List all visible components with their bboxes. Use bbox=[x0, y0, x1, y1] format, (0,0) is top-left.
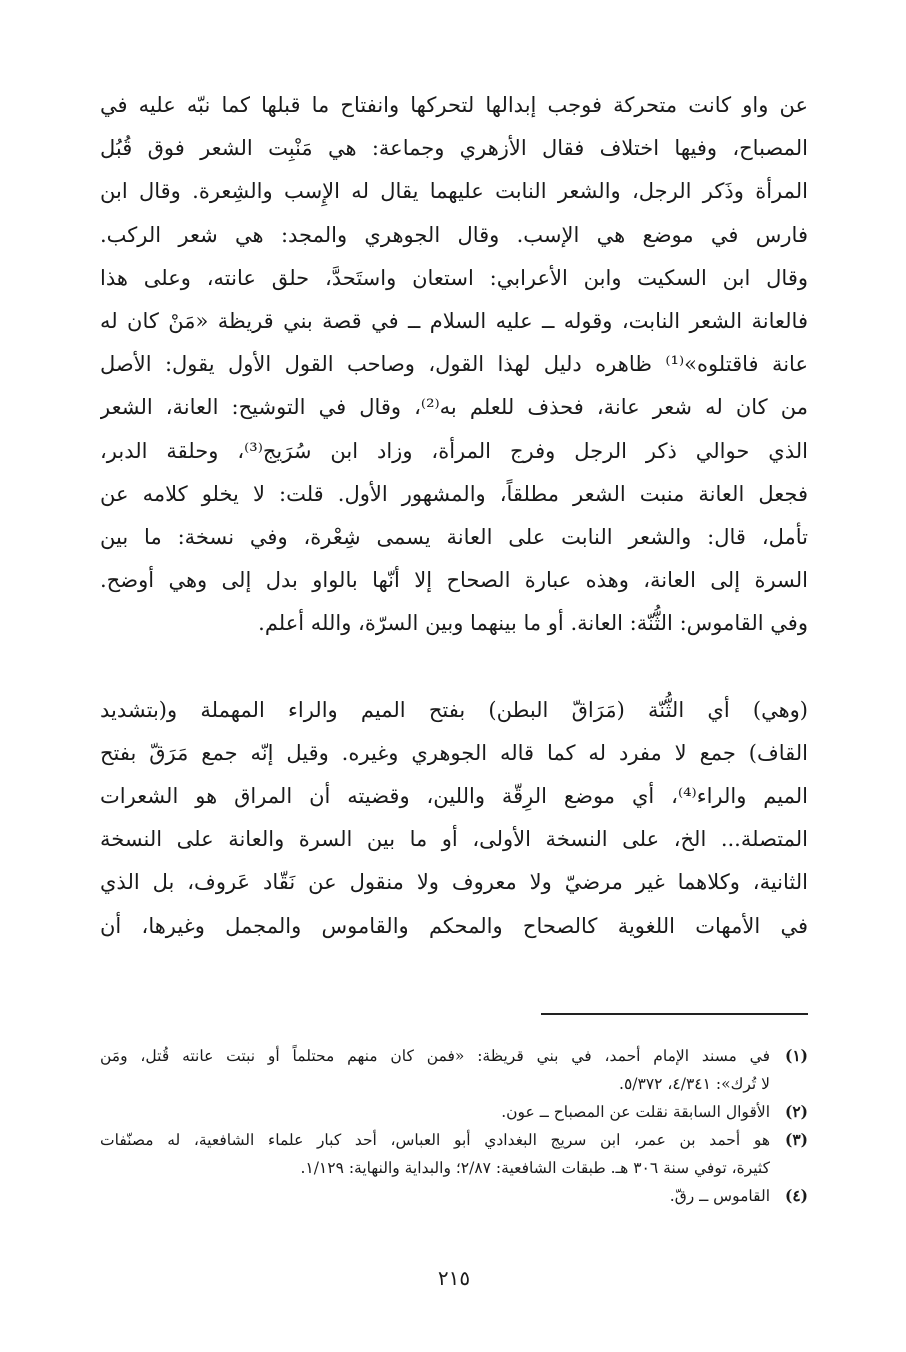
footnote-line: الأقوال السابقة نقلت عن المصباح ــ عون. bbox=[501, 1103, 770, 1121]
footnote-text bbox=[100, 1042, 770, 1098]
footnotes bbox=[100, 1042, 808, 1210]
body-paragraph-2 bbox=[100, 689, 808, 948]
text-line: في الأمهات اللغوية كالصحاح والمحكم والقاموس والمجمل وغيرها، أن bbox=[100, 913, 808, 938]
text-line: فالعانة الشعر النابت، وقوله ــ عليه السلام ــ في قصة بني قريظة «مَنْ كان له bbox=[100, 309, 808, 334]
footnote-3 bbox=[100, 1126, 808, 1182]
footnote-text bbox=[100, 1182, 770, 1210]
text-line: السرة إلى العانة، وهذه عبارة الصحاح إلا أنّها بالواو بدل إلى وهي أوضح. bbox=[100, 568, 808, 593]
text-line: المصباح، وفيها اختلاف فقال الأزهري وجماعة: هي مَنْبِت الشعر فوق قُبُل bbox=[100, 136, 808, 161]
text-line: عانة فاقتلوه»⁽¹⁾ ظاهره دليل لهذا القول، وصاحب القول الأول يقول: الأصل bbox=[100, 352, 808, 377]
footnote-text bbox=[100, 1098, 770, 1126]
footnote-divider bbox=[541, 1013, 808, 1015]
text-line: فارس في موضع هي الإسب. وقال الجوهري والمجد: هي شعر الركب. bbox=[100, 222, 808, 247]
text-line: (وهي) أي الثُّنّة (مَرَاقّ البطن) بفتح الميم والراء المهملة و(بتشديد bbox=[100, 697, 808, 722]
text-line: الثانية، وكلاهما غير مرضيّ ولا معروف ولا منقول عن نَقّاد عَروف، بل الذي bbox=[100, 870, 808, 895]
text-line: من كان له شعر عانة، فحذف للعلم به⁽²⁾، وقال في التوشيح: العانة، الشعر bbox=[100, 395, 808, 420]
footnote-2 bbox=[100, 1098, 808, 1126]
text-line: وفي القاموس: الثُّنّة: العانة. أو ما بينهما وبين السرّة، والله أعلم. bbox=[258, 611, 808, 636]
text-line: الذي حوالي ذكر الرجل وفرج المرأة، وزاد ابن سُرَيج⁽³⁾، وحلقة الدبر، bbox=[100, 438, 808, 463]
footnote-line: في مسند الإمام أحمد، في بني قريظة: «فمن كان منهم محتلماً أو نبتت عانته قُتل، ومَن bbox=[100, 1047, 770, 1065]
text-line: المتصلة... الخ، على النسخة الأولى، أو ما بين السرة والعانة على النسخة bbox=[100, 827, 808, 852]
footnote-line: القاموس ــ رقّ. bbox=[669, 1187, 770, 1205]
footnote-number: (١) bbox=[784, 1046, 808, 1065]
text-line: المرأة وذَكر الرجل، والشعر النابت عليهما يقال له الإِسب والشِعرة. وقال ابن bbox=[100, 179, 808, 204]
footnote-number: (٤) bbox=[784, 1186, 808, 1205]
text-line: فجعل العانة منبت الشعر مطلقاً، والمشهور الأول. قلت: لا يخلو كلامه عن bbox=[100, 481, 808, 506]
footnote-1 bbox=[100, 1042, 808, 1098]
text-line: الميم والراء⁽⁴⁾، أي موضع الرِقّة واللين، وقضيته أن المراق هو الشعرات bbox=[100, 784, 808, 809]
page-number: ٢١٥ bbox=[437, 1266, 471, 1290]
footnote-4 bbox=[100, 1182, 808, 1210]
text-line: تأمل، قال: والشعر النابت على العانة يسمى شِعْرة، وفي نسخة: ما بين bbox=[100, 525, 808, 550]
footnote-line: هو أحمد بن عمر، ابن سريج البغدادي أبو العباس، أحد كبار علماء الشافعية، له مصنّفات bbox=[100, 1131, 770, 1149]
footnote-text bbox=[100, 1126, 770, 1182]
book-page bbox=[100, 84, 808, 1290]
body-paragraph-1 bbox=[100, 84, 808, 646]
footnote-line: كثيرة، توفي سنة ٣٠٦ هـ. طبقات الشافعية: ٢/٨٧؛ والبداية والنهاية: ١/١٢٩. bbox=[300, 1159, 770, 1177]
text-line: عن واو كانت متحركة فوجب إبدالها لتحركها وانفتاح ما قبلها كما نبّه عليه في bbox=[100, 93, 808, 117]
footnote-line: لا تُرك»: ٤/٣٤١، ٥/٣٧٢. bbox=[619, 1075, 770, 1093]
footnote-number: (٢) bbox=[784, 1102, 808, 1121]
text-line: القاف) جمع لا مفرد له كما قاله الجوهري وغيره. وقيل إنّه جمع مَرَقّ بفتح bbox=[100, 740, 808, 765]
footnote-number: (٣) bbox=[784, 1130, 808, 1149]
text-line: وقال ابن السكيت وابن الأعرابي: استعان واستَحدَّ، حلق عانته، وعلى هذا bbox=[100, 265, 808, 290]
